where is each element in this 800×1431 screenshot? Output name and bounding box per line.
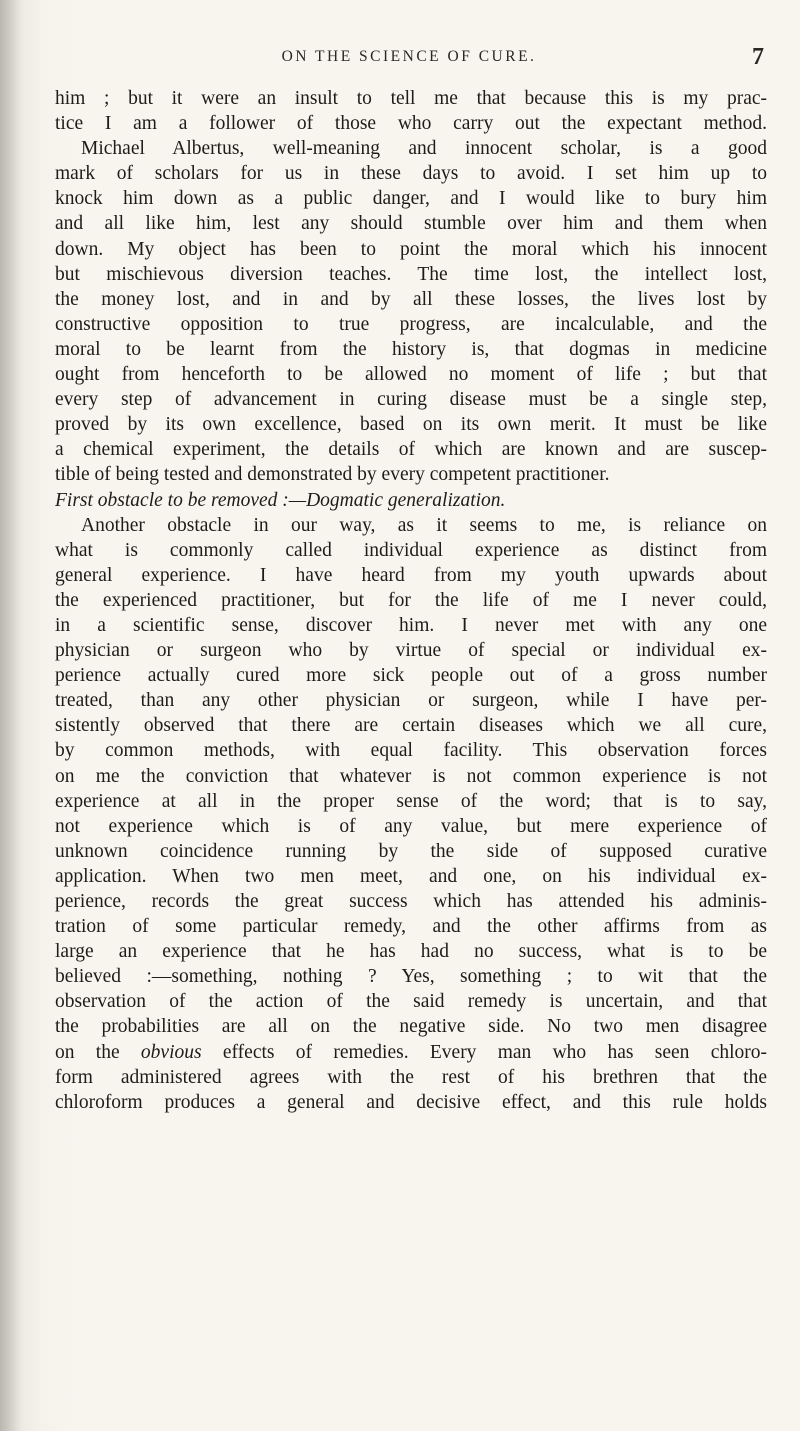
text-line: sistently observed that there are certain diseases which we all cure, <box>55 715 767 737</box>
text-line: tration of some particular remedy, and the other affirms from as <box>55 916 767 938</box>
text-line: not experience which is of any value, but mere experience of <box>55 815 767 837</box>
text-line: him ; but it were an insult to tell me that because this is my prac- <box>55 88 767 109</box>
text-line: the money lost, and in and by all these losses, the lives lost by <box>55 288 767 310</box>
text-line: Michael Albertus, well-meaning and innocent scholar, is a good <box>81 138 767 160</box>
text-line: what is commonly called individual experience as distinct from <box>55 539 767 561</box>
text-line: perience, records the great success which has attended his adminis- <box>55 891 767 912</box>
text-segment: effects of remedies. Every man who has seen chloro- <box>201 1041 767 1063</box>
text-line: by common methods, with equal facility. This observation forces <box>55 740 767 762</box>
binding-gutter-shadow <box>0 0 22 1431</box>
text-line: and all like him, lest any should stumble over him and them when <box>55 213 767 235</box>
text-line: down. My object has been to point the moral which his innocent <box>55 238 767 260</box>
text-line: constructive opposition to true progress, are incalculable, and the <box>55 313 767 335</box>
text-line: application. When two men meet, and one, on his individual ex- <box>55 865 767 887</box>
text-line: every step of advancement in curing disease must be a single step, <box>55 389 767 411</box>
text-line: but mischievous diversion teaches. The time lost, the intellect lost, <box>55 263 767 285</box>
text-line: general experience. I have heard from my youth upwards about <box>55 564 767 586</box>
text-line-with-emphasis <box>55 1040 767 1065</box>
text-line: knock him down as a public danger, and I would like to bury him <box>55 188 767 210</box>
text-line: physician or surgeon who by virtue of special or individual ex- <box>55 640 767 662</box>
text-line: on me the conviction that whatever is not common experience is not <box>55 765 767 787</box>
text-line: proved by its own excellence, based on its own merit. It must be like <box>55 414 767 436</box>
text-line: experience at all in the proper sense of the word; that is to say, <box>55 790 767 812</box>
obstacle-heading: First obstacle to be removed :—Dogmatic generalization. <box>55 489 506 511</box>
text-line: mark of scholars for us in these days to avoid. I set him up to <box>55 163 767 185</box>
text-line: form administered agrees with the rest of his brethren that the <box>55 1066 767 1088</box>
text-line: unknown coincidence running by the side of supposed curative <box>55 840 767 862</box>
running-title: ON THE SCIENCE OF CURE. <box>281 48 537 65</box>
text-segment: on the <box>55 1041 141 1063</box>
text-line: Another obstacle in our way, as it seems to me, is reliance on <box>81 514 767 536</box>
text-line: perience actually cured more sick people out of a gross number <box>55 665 767 687</box>
text-line: observation of the action of the said remedy is uncertain, and that <box>55 991 767 1013</box>
body-text <box>55 86 767 1115</box>
text-line: chloroform produces a general and decisive effect, and this rule holds <box>55 1091 767 1113</box>
running-head <box>50 44 768 78</box>
text-line: tice I am a follower of those who carry out the expectant method. <box>55 113 767 135</box>
text-line: in a scientific sense, discover him. I never met with any one <box>55 614 767 636</box>
page-number: 7 <box>752 44 764 70</box>
text-line: treated, than any other physician or surgeon, while I have per- <box>55 690 767 712</box>
text-line: tible of being tested and demonstrated by every competent practitioner. <box>55 464 610 486</box>
text-line: the experienced practitioner, but for the life of me I never could, <box>55 589 767 611</box>
text-line: the probabilities are all on the negative side. No two men disagree <box>55 1016 767 1038</box>
text-line: ought from henceforth to be allowed no moment of life ; but that <box>55 364 767 386</box>
text-line: large an experience that he has had no success, what is to be <box>55 941 767 963</box>
emphasized-word: obvious <box>140 1041 202 1063</box>
text-line: believed :—something, nothing ? Yes, something ; to wit that the <box>55 966 767 988</box>
text-line: moral to be learnt from the history is, that dogmas in medicine <box>55 338 767 360</box>
text-line: a chemical experiment, the details of which are known and are suscep- <box>55 439 767 461</box>
